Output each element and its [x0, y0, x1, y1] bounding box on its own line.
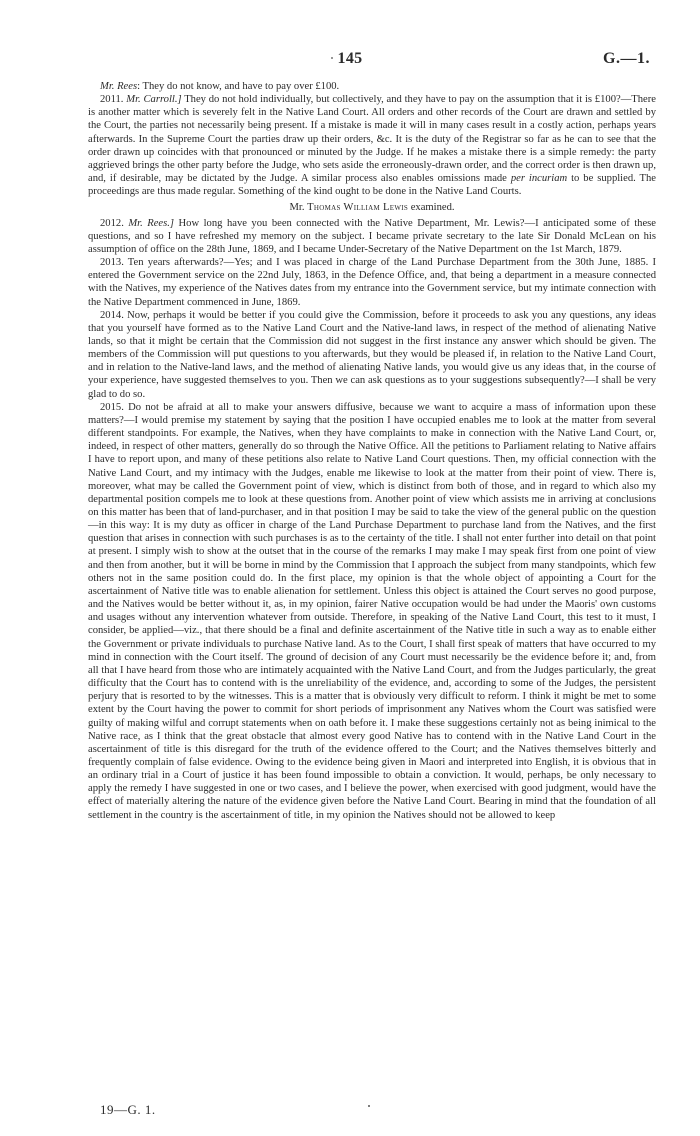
question-number: 2014.	[100, 309, 124, 321]
footer-mark	[368, 1105, 370, 1107]
paragraph-text-end: to be supplied. The proceedings are thus made regular. Something of the kind ought to be done in the Native Land Courts.	[88, 173, 656, 198]
question-number: 2011.	[100, 94, 124, 106]
question-number: 2012.	[100, 217, 124, 229]
paragraph-text: They do not hold individually, but collectively, and they have to pay on the assumption that it is £100?—There is another matter which is severely felt in the Native Land Court. All orders and other records of the Court are drawn and settled by the Court, the parties not necessarily being present. If a mistake is made it will in many cases result in a costly action, perhaps years afterwards. In the Supreme Court the parties draw up their orders, &c. It is the duty of the Registrar so far as he can to see that the order drawn up coincides with that pronounced or minuted by the Judge. If he makes a mistake there is a simple remedy: the party aggrieved brings the other party before the Judge, who sets aside the erroneously-drawn order, and the correct order is then drawn up, and, if desirable, may be dictated by the Judge. A similar process also enables omissions made	[88, 94, 656, 185]
paragraph-text: Do not be afraid at all to make your answers diffusive, because we want to acquire a mass of information upon these matters?—I would premise my statement by saying that the position I have occupied enables me to look at the matter from several different standpoints. For example, the Natives, when they have complaints to make in connection with the Native Land Court, or, indeed, in respect of other matters, generally do so through the Native Office. All the petitions to Parliament relating to Native affairs I have to report upon, and many of these petitions also relate to Native Land Court questions. Then, my official connection with the Native Land Court, and my intimacy with the Judges, enable me likewise to look at the matter from their point of view. There is, moreover, what may be called the Government point of view, which is distinct from both of those, and in regard to which also my departmental position compels me to look at these questions from. Another point of view which assists me in arriving at conclusions on this matter has been that of land-purchaser, and in that position I may be said to take the view of the general public on the question—in this way: It is my duty as officer in charge of the Land Purchase Department to purchase land from the Natives, and the first question that arises in connection with such purchases is as to the certainty of the title. I shall not enter further into detail on that point at present. I simply wish to show at the outset that in the course of the remarks I may make I may speak first from one point of view and then from another, but it will be borne in mind by the Commission that I approach the subject from many standpoints, which few others not in the same position could do. In the first place, my opinion is that the whole object of appointing a Court for the ascertainment of Native title was to enable alienation for settlement. Unless this object is attained the Court serves no good purpose, and the Natives would be better without it, as, in my opinion, fairer Native occupation would be had under the Maoris' own customs and usages without any intervention whatever from outside. Therefore, in speaking of the Native Land Court, this test to it must, I consider, be applied—viz., that there should be a final and definite ascertainment of the Native title in such a way as to enable either the Government or private individuals to purchase Native land. As to the Court, I shall first speak of matters that have occurred to my mind in connection with the Court itself. The ground of decision of any Court must necessarily be the evidence before it; and, from all that I have heard from those who are intimately acquainted with the Native Land Court, and from the Judges particularly, the great difficulty that the Court has to contend with is the unreliability of the evidence, and, according to some of the Judges, the persistent perjury that is resorted to by the witnesses. This is a matter that is obviously very difficult to reform. I think it might be met to some extent by the Court having the power to commit for short periods of imprisonment any Natives whom the Court was satisfied were guilty of making wilful and corrupt statements when on oath before it. I make these suggestions certainly not as being inimical to the Native race, as I think that the great obstacle that almost every good Native has to contend with in the Native Land Court in the ascertainment of title is this disregard for the truth of the evidence offered to the Court; and the Natives themselves bitterly and frequently complain of false evidence. Owing to the evidence being given in Maori and interpreted into English, it is obvious that in an ordinary trial in a Court of justice it has been found impossible to obtain a conviction. It would, perhaps, be only necessary to apply the remedy I have suggested in one or two cases, and I believe the power, when exercised with good judgment, would have the effect of materially altering the nature of the evidence given before the Native Land Court. Bearing in mind that the foundation of all settlement in the country is the ascertainment of title, in my opinion the Natives should not be allowed to keep	[88, 401, 656, 821]
question-number: 2015.	[100, 401, 124, 413]
document-reference: G.—1.	[603, 50, 650, 67]
document-body	[88, 80, 656, 822]
heading-suffix: examined.	[408, 202, 455, 214]
paragraph-2014	[88, 309, 656, 401]
question-number: 2013.	[100, 257, 124, 269]
paragraph-text: : They do not know, and have to pay over £100.	[137, 81, 340, 92]
latin-phrase: per incuriam	[510, 173, 568, 185]
signature-mark: 19—G. 1.	[100, 1102, 156, 1117]
paragraph-text: Now, perhaps it would be better if you could give the Commission, before it proceeds to ask you any questions, any ideas that you yourself have formed as to the Native Land Court and the Native-land laws, in respect of the method of alienating Native lands, so that it might be certain that the Commission did not suggest in the first instance any answer which should be given. The members of the Commission will put questions to you afterwards, but they would be pleased if, in relation to the Native Land Court, and in relation to the Native-land laws, and the method of alienating Native lands, you would give us any ideas that, in the course of your experience, have suggested themselves to you. Then we can ask questions as to your suggestions subsequently?—I shall be very glad to do so.	[88, 309, 656, 400]
paragraph-2011	[88, 93, 656, 198]
paragraph-opening	[88, 80, 656, 93]
paragraph-2015	[88, 401, 656, 822]
paragraph-text: Ten years afterwards?—Yes; and I was placed in charge of the Land Purchase Department from the 30th June, 1885. I entered the Government service on the 22nd July, 1863, in the Defence Office, and, that being a department in a measure connected with the Natives, my experience of the Natives dates from my entrance into the Government service, but my intimate connection with the Native Department commenced in June, 1869.	[88, 257, 656, 308]
paragraph-2013	[88, 256, 656, 309]
paragraph-2012	[88, 217, 656, 256]
heading-prefix: Mr.	[289, 202, 308, 214]
speaker-label: Mr. Carroll.]	[126, 94, 182, 106]
paragraph-text: How long have you been connected with the Native Department, Mr. Lewis?—I anticipated some of these questions, and so I have refreshed my memory on the subject. I became private secretary to the late Sir Donald McLean on his assumption of office on the 28th June, 1869, and I became Under-Secretary of the Native Department on the 1st March, 1879.	[88, 217, 656, 255]
speaker-label: Mr. Rees	[100, 81, 138, 92]
page-number: 145	[337, 50, 363, 67]
witness-name: Thomas William Lewis	[307, 202, 409, 214]
speaker-label: Mr. Rees.]	[128, 217, 175, 229]
witness-heading	[88, 201, 656, 214]
